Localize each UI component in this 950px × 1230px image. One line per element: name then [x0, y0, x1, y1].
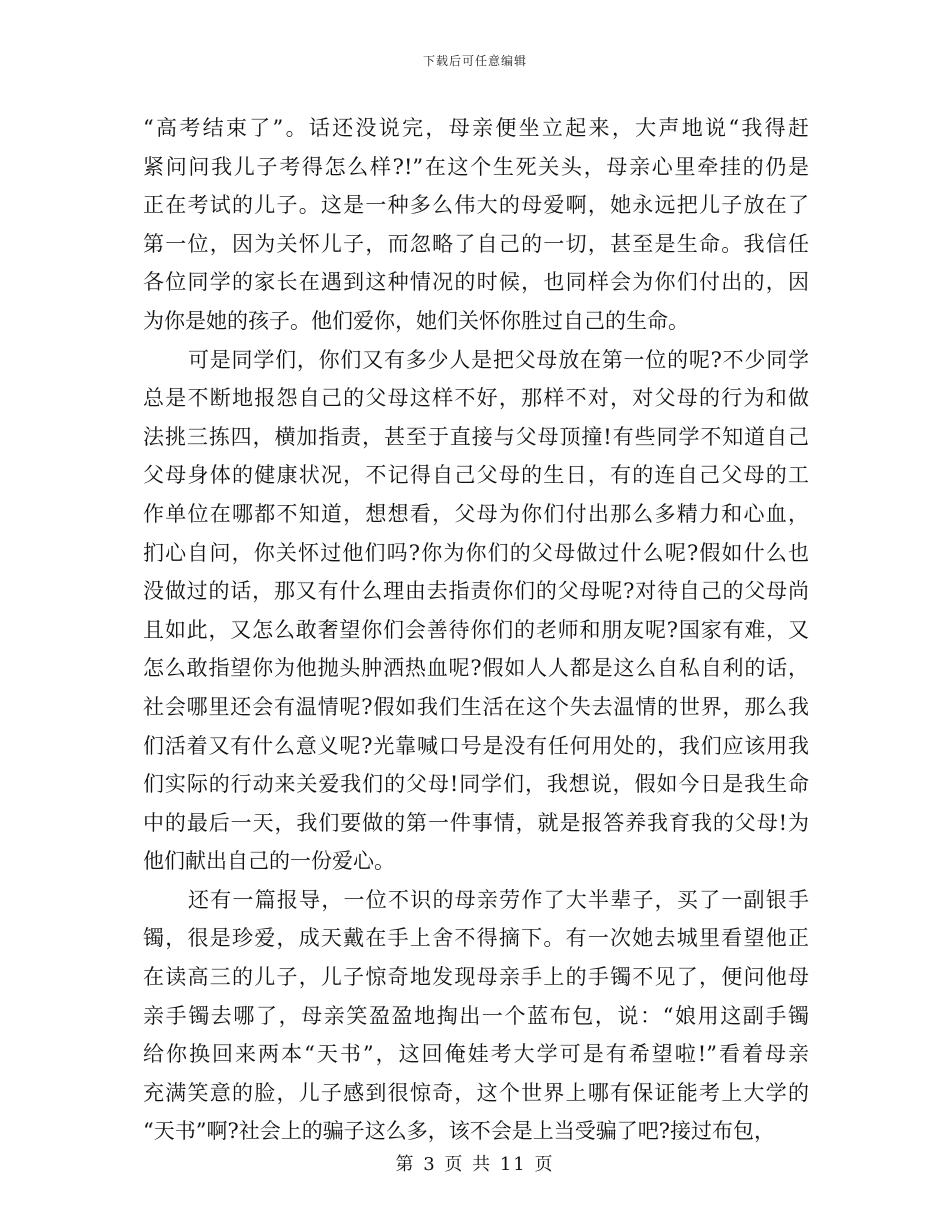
text-line: 亲手镯去哪了，母亲笑盈盈地掏出一个蓝布包，说：“娘用这副手镯	[143, 1003, 809, 1028]
text-line: 第一位，因为关怀儿子，而忽略了自己的一切，甚至是生命。我信任	[143, 231, 809, 256]
text-line: 各位同学的家长在遇到这种情况的时候，也同样会为你们付出的，因	[143, 270, 809, 295]
text-line: 扪心自问，你关怀过他们吗?你为你们的父母做过什么呢?假如什么也	[143, 540, 809, 565]
text-line: 在读高三的儿子，儿子惊奇地发现母亲手上的手镯不见了，便问他母	[143, 965, 809, 990]
text-line: 可是同学们，你们又有多少人是把父母放在第一位的呢?不少同学	[188, 347, 809, 372]
paragraph	[143, 109, 809, 341]
text-line: 充满笑意的脸，儿子感到很惊奇，这个世界上哪有保证能考上大学的	[143, 1080, 809, 1105]
text-line: 紧问问我儿子考得怎么样?!”在这个生死关头，母亲心里牵挂的仍是	[143, 154, 809, 179]
text-line: 没做过的话，那又有什么理由去指责你们的父母呢?对待自己的父母尚	[143, 579, 809, 604]
document-body	[143, 109, 809, 1151]
text-line: 他们献出自己的一份爱心。	[143, 849, 395, 874]
page-header: 下载后可任意编辑	[422, 54, 527, 68]
text-line: 们活着又有什么意义呢?光靠喊口号是没有任何用处的，我们应该用我	[143, 733, 809, 758]
text-line: 社会哪里还会有温情呢?假如我们生活在这个失去温情的世界，那么我	[143, 694, 809, 719]
text-line: 正在考试的儿子。这是一种多么伟大的母爱啊，她永远把儿子放在了	[143, 193, 809, 218]
text-line: 且如此，又怎么敢奢望你们会善待你们的老师和朋友呢?国家有难，又	[143, 617, 809, 642]
text-line: “天书”啊?社会上的骗子这么多，该不会是上当受骗了吧?接过布包，	[143, 1119, 775, 1144]
text-line: 还有一篇报导，一位不识的母亲劳作了大半辈子，买了一副银手	[188, 887, 809, 912]
text-line: 中的最后一天，我们要做的第一件事情，就是报答养我育我的父母!为	[143, 810, 809, 835]
paragraph	[143, 881, 809, 1151]
text-line: 法挑三拣四，横加指责，甚至于直接与父母顶撞!有些同学不知道自己	[143, 424, 809, 449]
text-line: 给你换回来两本“天书”，这回俺娃考大学可是有希望啦!”看着母亲	[143, 1042, 809, 1067]
text-line: 作单位在哪都不知道，想想看，父母为你们付出那么多精力和心血，	[143, 501, 809, 526]
paragraph	[143, 341, 809, 881]
page-footer: 第 3 页 共 11 页	[395, 1154, 555, 1175]
text-line: 镯，很是珍爱，成天戴在手上舍不得摘下。有一次她去城里看望他正	[143, 926, 809, 951]
text-line: 怎么敢指望你为他抛头肿洒热血呢?假如人人都是这么自私自利的话，	[143, 656, 809, 681]
text-line: “高考结束了”。话还没说完，母亲便坐立起来，大声地说“我得赶	[143, 116, 809, 140]
text-line: 总是不断地报怨自己的父母这样不好，那样不对，对父母的行为和做	[143, 386, 809, 411]
text-line: 为你是她的孩子。他们爱你，她们关怀你胜过自己的生命。	[143, 308, 689, 333]
text-line: 们实际的行动来关爱我们的父母!同学们，我想说，假如今日是我生命	[143, 772, 809, 797]
text-line: 父母身体的健康状况，不记得自己父母的生日，有的连自己父母的工	[143, 463, 809, 488]
